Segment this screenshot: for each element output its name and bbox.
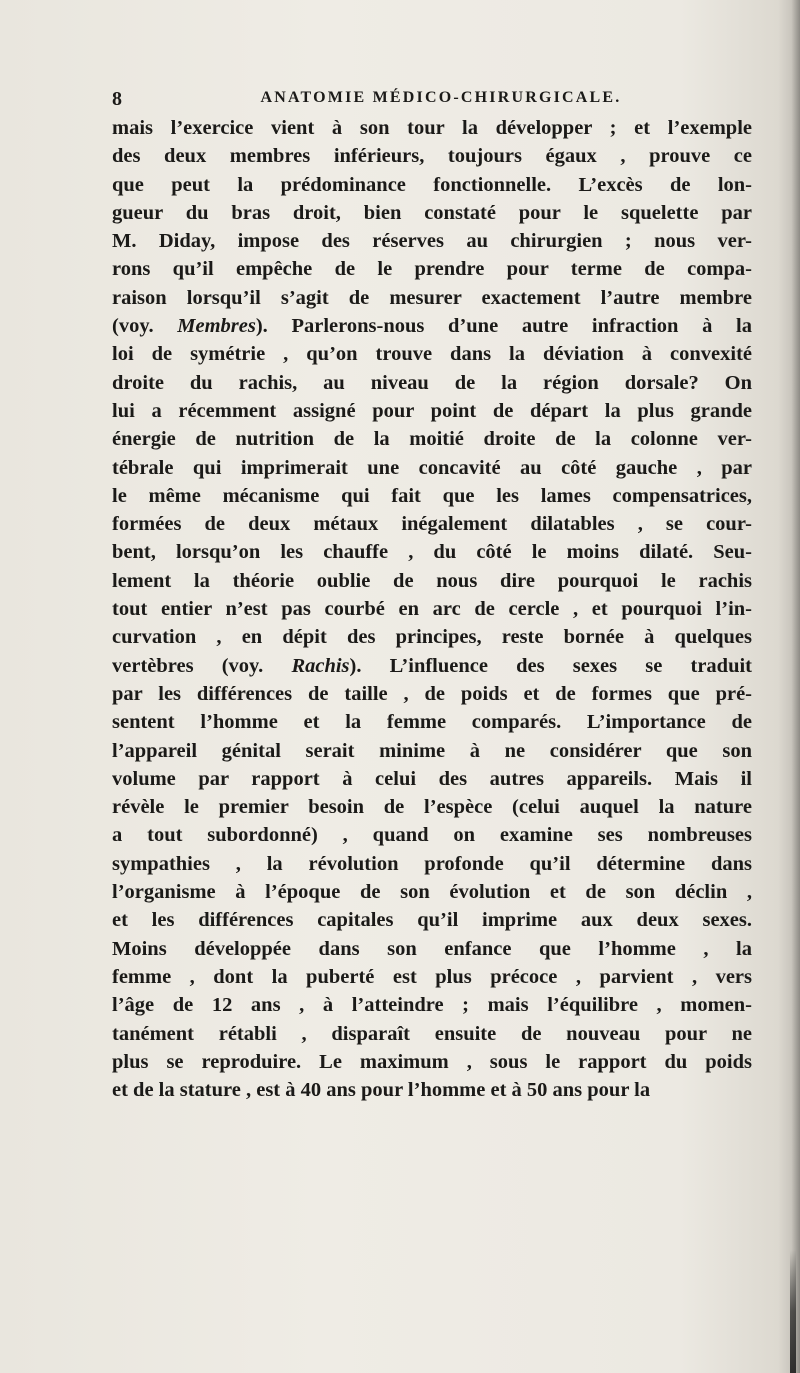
page-header xyxy=(112,88,752,112)
text-line: lui a récemment assigné pour point de départ la plus grande xyxy=(112,399,752,422)
text-line: le même mécanisme qui fait que les lames compensatrices, xyxy=(112,484,752,507)
text-line: l’organisme à l’époque de son évolution et de son déclin , xyxy=(112,881,752,904)
text-line-with-italic xyxy=(112,312,752,340)
text-line: M. Diday, impose des réserves au chirurgien ; nous ver- xyxy=(112,230,752,253)
text-line: mais l’exercice vient à son tour la développer ; et l’exemple xyxy=(112,117,752,139)
text-line: sentent l’homme et la femme comparés. L’importance de xyxy=(112,711,752,734)
text-line: révèle le premier besoin de l’espèce (celui auquel la nature xyxy=(112,796,752,819)
text-line: loi de symétrie , qu’on trouve dans la déviation à convexité xyxy=(112,343,752,366)
text-line: et de la stature , est à 40 ans pour l’homme et à 50 ans pour la xyxy=(112,1079,651,1102)
text-line: volume par rapport à celui des autres appareils. Mais il xyxy=(112,767,752,790)
text-line: et les différences capitales qu’il imprime aux deux sexes. xyxy=(112,909,752,932)
text-line: bent, lorsqu’on les chauffe , du côté le moins dilaté. Seu- xyxy=(112,541,752,564)
text-line: par les différences de taille , de poids et de formes que pré- xyxy=(112,682,752,705)
text-line: rons qu’il empêche de le prendre pour terme de compa- xyxy=(112,258,752,281)
text-line: sympathies , la révolution profonde qu’il détermine dans xyxy=(112,852,752,875)
text-line: des deux membres inférieurs, toujours égaux , prouve ce xyxy=(112,145,752,168)
text-line: l’appareil génital serait minime à ne considérer que son xyxy=(112,739,752,762)
text-line: raison lorsqu’il s’agit de mesurer exactement l’autre membre xyxy=(112,286,752,309)
text-segment: ). Parlerons-nous d’une autre infraction à la xyxy=(255,315,752,338)
text-line: énergie de nutrition de la moitié droite de la colonne ver- xyxy=(112,428,752,451)
page-number: 8 xyxy=(112,88,123,110)
text-line: plus se reproduire. Le maximum , sous le rapport du poids xyxy=(112,1050,752,1073)
text-segment: (voy. xyxy=(112,315,178,338)
text-line: formées de deux métaux inégalement dilatables , se cour- xyxy=(112,513,752,536)
cross-reference-rachis: Rachis xyxy=(291,654,350,677)
body-text xyxy=(112,114,752,1104)
text-line: droite du rachis, au niveau de la région dorsale? On xyxy=(112,371,752,394)
text-line-with-italic xyxy=(112,652,752,680)
page-edge-shadow xyxy=(778,0,800,1373)
binding-mark xyxy=(790,1250,796,1373)
text-line: tanément rétabli , disparaît ensuite de nouveau pour ne xyxy=(112,1022,752,1045)
text-segment: vertèbres (voy. xyxy=(112,654,292,677)
text-line: Moins développée dans son enfance que l’homme , la xyxy=(112,937,752,960)
cross-reference-membres: Membres xyxy=(177,315,256,338)
text-line: tébrale qui imprimerait une concavité au côté gauche , par xyxy=(112,456,752,479)
text-line: curvation , en dépit des principes, reste bornée à quelques xyxy=(112,626,752,649)
text-line: l’âge de 12 ans , à l’atteindre ; mais l’équilibre , momen- xyxy=(112,994,752,1017)
text-line: femme , dont la puberté est plus précoce , parvient , vers xyxy=(112,965,752,988)
text-line: a tout subordonné) , quand on examine ses nombreuses xyxy=(112,824,752,847)
text-segment: ). L’influence des sexes se traduit xyxy=(349,654,752,677)
text-line: que peut la prédominance fonctionnelle. L’excès de lon- xyxy=(112,173,752,196)
running-head: ANATOMIE MÉDICO-CHIRURGICALE. xyxy=(260,89,622,106)
text-line: lement la théorie oublie de nous dire pourquoi le rachis xyxy=(112,569,752,592)
text-line: gueur du bras droit, bien constaté pour le squelette par xyxy=(112,201,752,224)
text-line: tout entier n’est pas courbé en arc de cercle , et pourquoi l’in- xyxy=(112,598,752,621)
